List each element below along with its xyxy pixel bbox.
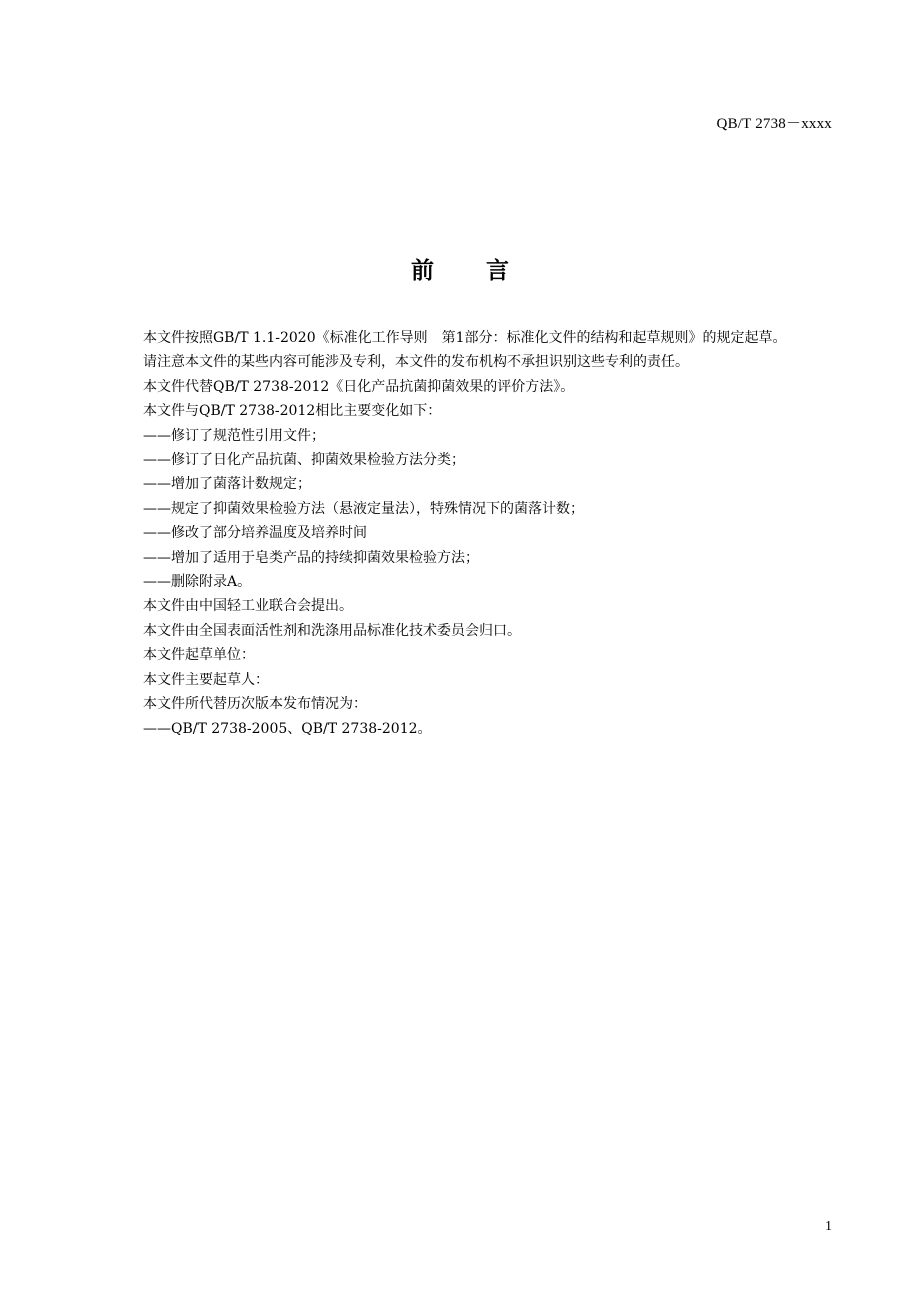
change-item: ——删除附录A。 <box>143 574 252 591</box>
paragraph-replaces: 本文件代替QB/T 2738-2012《日化产品抗菌抑菌效果的评价方法》。 <box>143 378 575 395</box>
change-item: ——修改了部分培养温度及培养时间 <box>143 525 367 542</box>
paragraph-drafting-units: 本文件起草单位： <box>143 647 255 664</box>
change-item: ——修订了规范性引用文件； <box>143 427 325 444</box>
title-char: 言 <box>486 258 509 284</box>
document-code: QB/T 2738－xxxx <box>716 116 832 132</box>
title-char: 前 <box>411 258 434 284</box>
paragraph-managed-by: 本文件由全国表面活性剂和洗涤用品标准化技术委员会归口。 <box>143 622 521 639</box>
change-item: ——增加了菌落计数规定； <box>143 476 311 493</box>
change-item: ——修订了日化产品抗菌、抑菌效果检验方法分类； <box>143 452 465 469</box>
change-item: ——规定了抑菌效果检验方法（悬液定量法），特殊情况下的菌落计数； <box>143 500 584 517</box>
page-title <box>0 252 920 285</box>
paragraph-history-intro: 本文件所代替历次版本发布情况为： <box>143 696 367 713</box>
change-item: ——增加了适用于皂类产品的持续抑菌效果检验方法； <box>143 549 479 566</box>
paragraph-proposed-by: 本文件由中国轻工业联合会提出。 <box>143 598 353 615</box>
paragraph-drafting-rules: 本文件按照GB/T 1.1-2020《标准化工作导则 第1部分：标准化文件的结构和起草规则》的规定起草。 <box>143 330 787 346</box>
paragraph-changes-intro: 本文件与QB/T 2738-2012相比主要变化如下： <box>143 403 442 420</box>
paragraph-patent-notice: 请注意本文件的某些内容可能涉及专利，本文件的发布机构不承担识别这些专利的责任。 <box>143 354 689 371</box>
page-number: 1 <box>825 1219 832 1234</box>
history-item: ——QB/T 2738-2005、QB/T 2738-2012。 <box>143 720 432 737</box>
paragraph-main-drafters: 本文件主要起草人： <box>143 671 269 688</box>
foreword-body <box>111 326 832 741</box>
